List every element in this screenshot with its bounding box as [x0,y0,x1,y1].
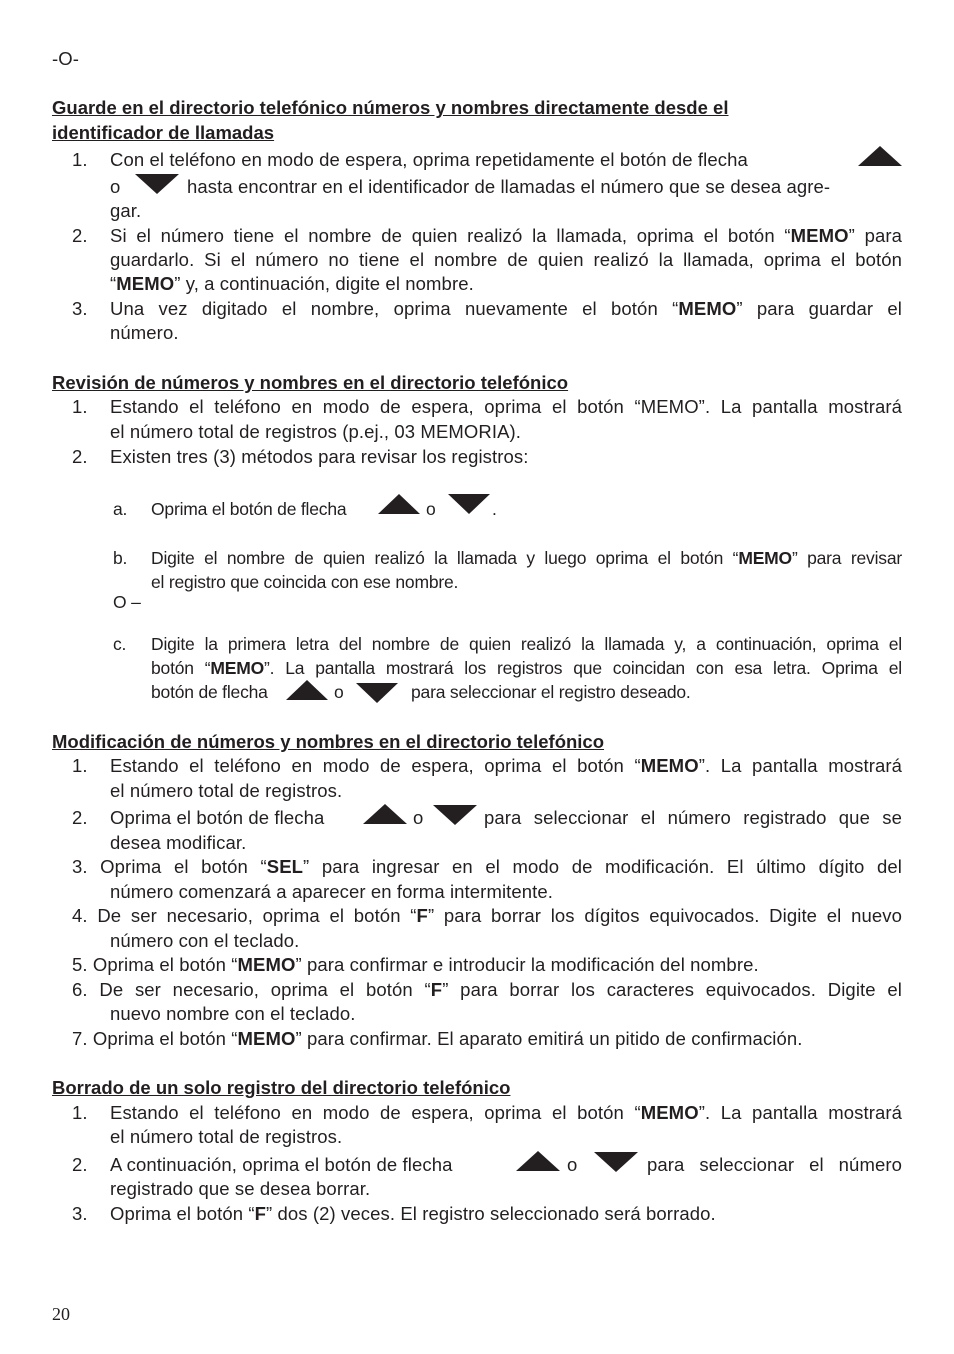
step-text: “MEMO” y, a continuación, digite el nombre. [110,273,474,294]
step-text: Con el teléfono en modo de espera, oprima repetidamente el botón de flecha [110,149,748,170]
sublist-label: c. [113,634,127,654]
step-text: Oprima el botón “F” dos (2) veces. El registro seleccionado será borrado. [110,1203,716,1224]
arrow-up-icon [516,1151,560,1171]
page-number: 20 [52,1304,70,1324]
step-text: el número total de registros. [110,780,343,801]
step-text: hasta encontrar en el identificador de llamadas el número que se desea agre- [187,176,831,197]
step-text: Estando el teléfono en modo de espera, oprima el botón “MEMO”. La pantalla mostrará [110,396,902,417]
list-number: 1. [72,149,88,170]
or-separator: O – [113,592,141,612]
arrow-down-icon [433,805,477,825]
substep-text: para seleccionar el registro deseado. [411,682,691,702]
step-text: desea modificar. [110,832,247,853]
step-text: 7. Oprima el botón “MEMO” para confirmar. El aparato emitirá un pitido de confirmación. [72,1028,803,1049]
step-text: Si el número tiene el nombre de quien realizó la llamada, oprima el botón “MEMO” para [110,225,903,246]
period-text: . [492,499,497,519]
or-text: o [413,807,424,828]
step-text: Una vez digitado el nombre, oprima nuevamente el botón “MEMO” para guardar el [110,298,902,319]
step-text: Existen tres (3) métodos para revisar los registros: [110,446,529,467]
step-text: para seleccionar el número registrado que se [484,807,902,828]
list-number: 2. [72,225,88,246]
step-text: número. [110,322,179,343]
substep-text: botón de flecha [151,682,268,702]
step-text: Estando el teléfono en modo de espera, oprima el botón “MEMO”. La pantalla mostrará [110,1102,902,1123]
list-number: 1. [72,1102,88,1123]
arrow-down-icon [594,1152,638,1172]
section-heading-modificacion: Modificación de números y nombres en el directorio telefónico [52,731,605,752]
section-heading-borrado: Borrado de un solo registro del directorio telefónico [52,1077,511,1098]
list-number: 1. [72,755,88,776]
sublist-label: a. [113,499,128,519]
list-number: 2. [72,1154,88,1175]
arrow-up-icon [286,680,328,700]
list-number: 2. [72,807,88,828]
step-text: Estando el teléfono en modo de espera, oprima el botón “MEMO”. La pantalla mostrará [110,755,902,776]
step-text: Oprima el botón de flecha [110,807,325,828]
sublist-label: b. [113,548,128,568]
step-text: 5. Oprima el botón “MEMO” para confirmar e introducir la modificación del nombre. [72,954,759,975]
or-text: o [426,499,436,519]
step-text: número comenzará a aparecer en forma intermitente. [110,881,554,902]
separator-top: -O- [52,48,80,69]
or-text: o [334,682,344,702]
substep-text: el registro que coincida con ese nombre. [151,572,459,592]
step-text: el número total de registros. [110,1126,343,1147]
step-text: para seleccionar el número [647,1154,902,1175]
section-heading-revision: Revisión de números y nombres en el directorio telefónico [52,372,569,393]
substep-text: Digite el nombre de quien realizó la llamada y luego oprima el botón “MEMO” para revisar [151,548,902,568]
step-text: nuevo nombre con el teclado. [110,1003,356,1024]
step-text: registrado que se desea borrar. [110,1178,371,1199]
arrow-up-icon [363,804,407,824]
list-number: 2. [72,446,88,467]
or-text: o [110,176,121,197]
step-text: 3. Oprima el botón “SEL” para ingresar en el modo de modificación. El último dígito del [72,856,902,877]
section-heading-guardar: Guarde en el directorio telefónico números y nombres directamente desde el [52,97,729,118]
arrow-down-icon [356,683,398,703]
or-text: o [567,1154,578,1175]
arrow-down-icon [448,494,490,514]
list-number: 3. [72,1203,88,1224]
arrow-up-icon [858,146,902,166]
step-text: número con el teclado. [110,930,300,951]
step-text: 6. De ser necesario, oprima el botón “F” para borrar los caracteres equivocados. Digite el [72,979,902,1000]
step-text: A continuación, oprima el botón de flecha [110,1154,453,1175]
step-text: 4. De ser necesario, oprima el botón “F” para borrar los dígitos equivocados. Digite el nuevo [72,905,902,926]
substep-text: botón “MEMO”. La pantalla mostrará los registros que coincidan con esa letra. Oprima el [151,658,902,678]
list-number: 1. [72,396,88,417]
step-text: guardarlo. Si el número no tiene el nombre de quien realizó la llamada, oprima el botón [110,249,902,270]
arrow-down-icon [135,174,179,194]
substep-text: Oprima el botón de flecha [151,499,347,519]
step-text: gar. [110,200,142,221]
step-text: el número total de registros (p.ej., 03 MEMORIA). [110,421,522,442]
arrow-up-icon [378,494,420,514]
section-heading-guardar-cont: identificador de llamadas [52,122,275,143]
list-number: 3. [72,298,88,319]
substep-text: Digite la primera letra del nombre de quien realizó la llamada y, a continuación, oprima el [151,634,902,654]
